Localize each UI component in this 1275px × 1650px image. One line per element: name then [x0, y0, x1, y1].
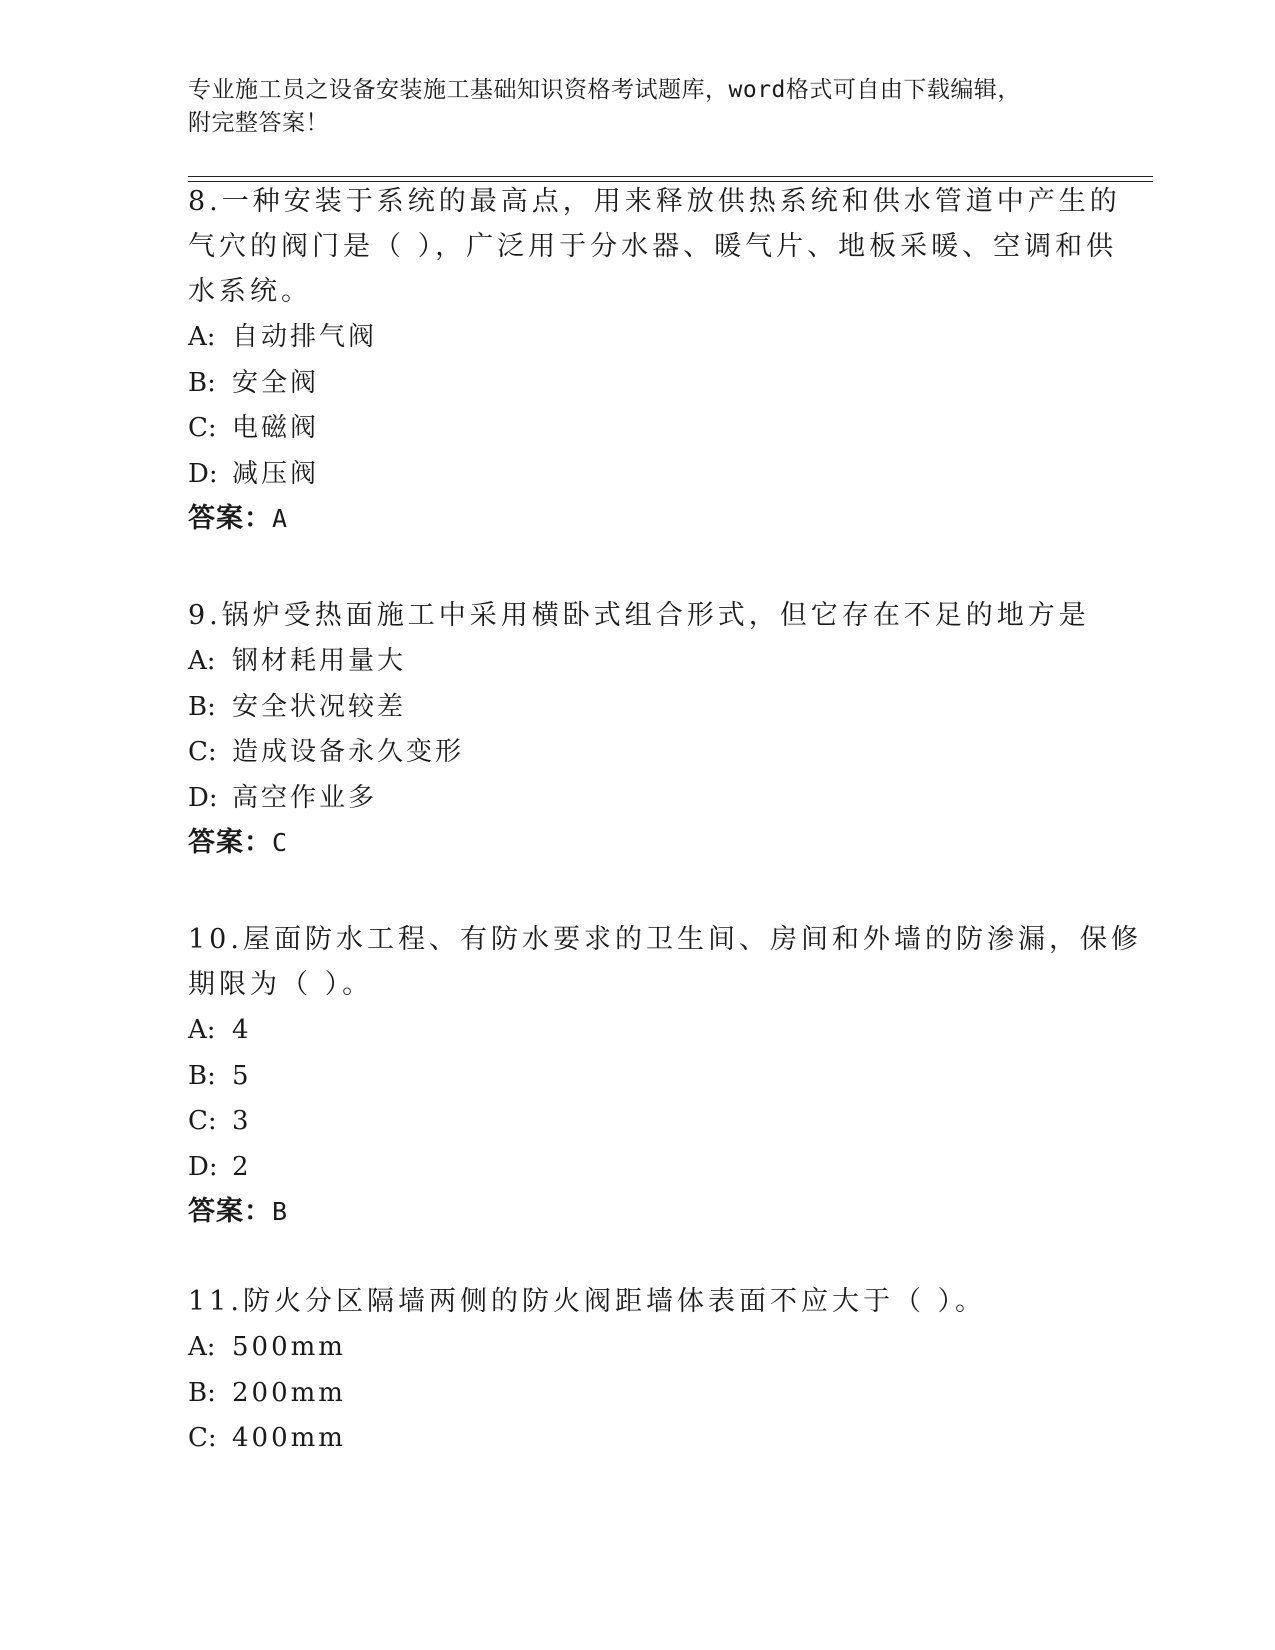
answer-value: C — [272, 828, 289, 857]
option-a — [188, 639, 1088, 685]
question-8 — [188, 180, 1121, 542]
option-text: 安全阀 — [232, 367, 320, 398]
question-11 — [188, 1280, 1088, 1462]
option-letter: A: — [188, 1015, 216, 1045]
header-divider-top — [188, 176, 1153, 177]
option-text: 造成设备永久变形 — [232, 737, 465, 767]
answer-label: 答案： — [188, 503, 272, 534]
question-text-line: 9.锅炉受热面施工中采用横卧式组合形式，但它存在不足的地方是 — [188, 600, 1090, 631]
option-d — [188, 452, 1088, 498]
option-b — [188, 685, 1088, 731]
question-text-line: 期限为（ ）。 — [188, 969, 374, 1000]
question-9 — [188, 594, 1088, 866]
option-letter: B: — [188, 1060, 216, 1091]
answer-line — [188, 1190, 1088, 1235]
option-text: 减压阀 — [232, 458, 320, 489]
option-b — [188, 361, 1088, 407]
option-letter: A: — [188, 1332, 216, 1362]
option-text: 3 — [232, 1106, 252, 1136]
option-text: 安全状况较差 — [232, 691, 407, 722]
question-text-line: 气穴的阀门是（ ），广泛用于分水器、暖气片、地板采暖、空调和供 — [188, 231, 1118, 262]
answer-line — [188, 821, 1088, 866]
option-text: 500mm — [232, 1332, 346, 1362]
question-10 — [188, 918, 1142, 1235]
option-b — [188, 1371, 1088, 1417]
option-c — [188, 406, 1088, 452]
question-text-line: 11.防火分区隔墙两侧的防火阀距墙体表面不应大于（ ）。 — [188, 1286, 987, 1317]
option-c — [188, 730, 1088, 776]
answer-line — [188, 497, 1088, 542]
document-header — [188, 74, 1088, 140]
option-a — [188, 1325, 1088, 1371]
option-letter: C: — [188, 737, 217, 767]
option-text: 5 — [232, 1060, 252, 1091]
option-a — [188, 315, 1088, 361]
option-letter: D: — [188, 1151, 218, 1182]
option-letter: C: — [188, 1106, 217, 1136]
option-letter: C: — [188, 413, 217, 443]
option-text: 2 — [232, 1151, 252, 1182]
option-text: 自动排气阀 — [232, 322, 378, 352]
question-text-line: 8.一种安装于系统的最高点，用来释放供热系统和供水管道中产生的 — [188, 186, 1121, 217]
header-line-2: 附完整答案！ — [188, 110, 329, 136]
option-letter: A: — [188, 322, 216, 352]
option-text: 高空作业多 — [232, 782, 378, 813]
question-text-line: 水系统。 — [188, 276, 312, 307]
answer-value: A — [272, 504, 289, 533]
header-line-1: 专业施工员之设备安装施工基础知识资格考试题库，word格式可自由下载编辑， — [188, 77, 1021, 103]
option-d — [188, 776, 1088, 822]
answer-label: 答案： — [188, 827, 272, 858]
option-d — [188, 1145, 1088, 1191]
option-letter: B: — [188, 367, 216, 398]
option-c — [188, 1099, 1088, 1145]
question-text-line: 10.屋面防水工程、有防水要求的卫生间、房间和外墙的防渗漏，保修 — [188, 924, 1142, 955]
option-letter: C: — [188, 1423, 217, 1453]
option-a — [188, 1008, 1088, 1054]
answer-value: B — [272, 1197, 289, 1226]
option-letter: A: — [188, 646, 216, 676]
option-text: 200mm — [232, 1377, 346, 1408]
option-c — [188, 1416, 1088, 1462]
answer-label: 答案： — [188, 1196, 272, 1227]
option-text: 4 — [232, 1015, 252, 1045]
option-b — [188, 1054, 1088, 1100]
option-letter: B: — [188, 691, 216, 722]
option-letter: D: — [188, 782, 218, 813]
option-text: 钢材耗用量大 — [232, 646, 407, 676]
option-text: 400mm — [232, 1423, 346, 1453]
option-text: 电磁阀 — [232, 413, 320, 443]
option-letter: B: — [188, 1377, 216, 1408]
option-letter: D: — [188, 458, 218, 489]
